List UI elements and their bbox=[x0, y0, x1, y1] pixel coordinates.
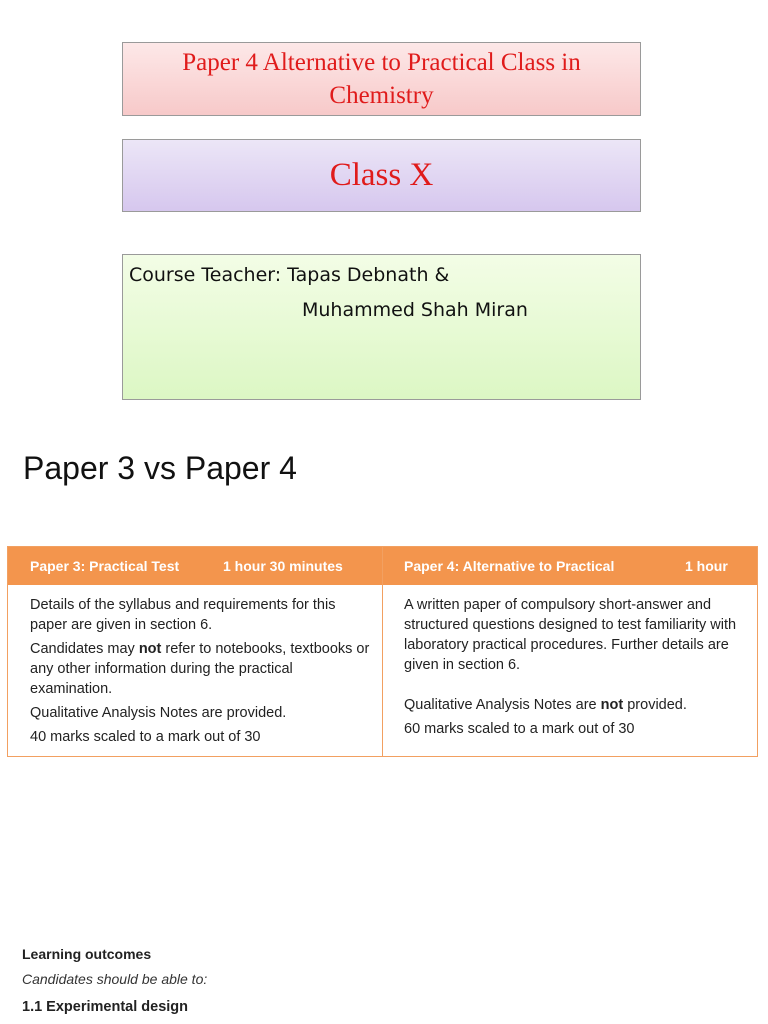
section-heading: Paper 3 vs Paper 4 bbox=[23, 450, 297, 486]
paper3-marks: 40 marks scaled to a mark out of 30 bbox=[30, 729, 261, 745]
paper4-header-name: Paper 4: Alternative to Practical bbox=[404, 558, 615, 574]
learning-outcomes-subtitle: Candidates should be able to: bbox=[22, 971, 208, 987]
paper3-syllabus: Details of the syllabus and requirements for this paper are given in section 6. bbox=[30, 597, 336, 633]
class-text: Class X bbox=[329, 157, 434, 193]
paper4-description: A written paper of compulsory short-answer and structured questions designed to test familiarity with laboratory practical procedures. Further details are given in section 6. bbox=[404, 597, 737, 673]
paper3-header-duration: 1 hour 30 minutes bbox=[223, 558, 343, 574]
paper3-notebooks: Candidates may not refer to notebooks, textbooks or any other information during the practical examination. bbox=[30, 641, 370, 697]
teacher-box bbox=[122, 254, 641, 400]
teacher-line-2: Muhammed Shah Miran bbox=[302, 299, 528, 321]
title-box bbox=[122, 42, 641, 116]
class-box bbox=[122, 139, 641, 212]
paper4-header-duration: 1 hour bbox=[685, 558, 728, 574]
paper4-marks: 60 marks scaled to a mark out of 30 bbox=[404, 721, 635, 737]
paper3-header-name: Paper 3: Practical Test bbox=[30, 558, 180, 574]
learning-outcomes-title: Learning outcomes bbox=[22, 946, 152, 962]
learning-outcome-item: 1.1 Experimental design bbox=[22, 999, 189, 1015]
paper3-notes: Qualitative Analysis Notes are provided. bbox=[30, 705, 287, 721]
column-divider bbox=[382, 547, 383, 756]
paper4-cell bbox=[404, 595, 744, 743]
title-text: Paper 4 Alternative to Practical Class in Chemistry bbox=[182, 49, 581, 109]
paper3-cell bbox=[30, 595, 370, 751]
teacher-line-1: Course Teacher: Tapas Debnath & bbox=[129, 264, 450, 286]
paper4-notes: Qualitative Analysis Notes are not provided. bbox=[404, 697, 687, 713]
comparison-table bbox=[7, 546, 758, 757]
